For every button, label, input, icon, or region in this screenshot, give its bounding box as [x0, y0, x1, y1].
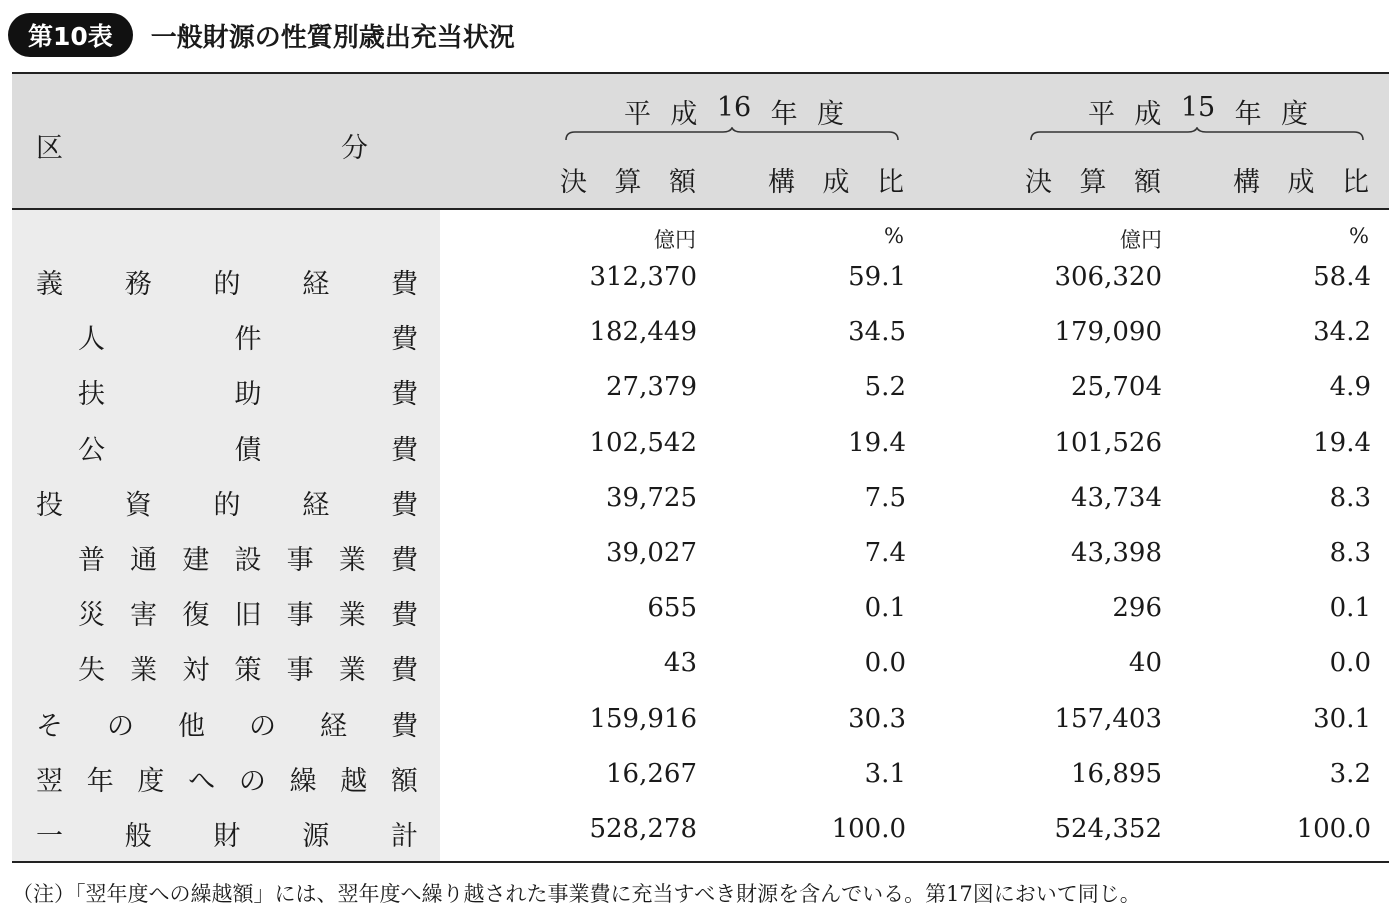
row-label: 普 通 建 設 事 業 費: [78, 545, 418, 576]
h16-amount-cell: 102,542: [589, 427, 697, 458]
title-row: [8, 12, 515, 58]
row-label: 失 業 対 策 事 業 費: [78, 655, 418, 687]
header-group-h15: 平 成 15 年 度: [1088, 92, 1308, 130]
h15-amount-cell: 524,352: [1054, 814, 1162, 844]
unit-amount-h15: 億円: [1120, 228, 1162, 252]
h15-amount-cell: 43,734: [1071, 482, 1162, 513]
h15-ratio-cell: 30.1: [1313, 703, 1371, 734]
h15-amount-cell: 25,704: [1071, 372, 1162, 403]
h16-ratio-cell: 3.1: [864, 758, 906, 789]
header-ratio-h15: 構 成 比: [1233, 167, 1369, 198]
h16-amount-cell: 312,370: [589, 262, 697, 292]
h16-amount-cell: 182,449: [589, 317, 697, 348]
h15-amount-cell: 306,320: [1054, 262, 1162, 292]
h16-amount-cell: 655: [647, 593, 697, 624]
unit-ratio-h15: %: [1349, 224, 1369, 248]
h16-amount-cell: 27,379: [606, 372, 697, 403]
h16-amount-cell: 39,725: [606, 482, 697, 513]
h16-amount-cell: 528,278: [589, 814, 697, 844]
data-table: [12, 72, 1389, 864]
h16-amount-cell: 159,916: [589, 703, 697, 734]
h15-ratio-cell: 3.2: [1329, 758, 1371, 789]
h15-amount-cell: 296: [1112, 593, 1162, 624]
h15-ratio-cell: 19.4: [1313, 427, 1371, 458]
h16-amount-cell: 16,267: [606, 758, 697, 789]
h15-amount-cell: 179,090: [1054, 317, 1162, 348]
row-label: 公 債 費: [78, 434, 418, 466]
h15-ratio-cell: 8.3: [1329, 482, 1371, 513]
h16-ratio-cell: 7.4: [864, 538, 906, 568]
row-label: 翌 年 度 へ の 繰 越 額: [36, 765, 418, 797]
h15-ratio-cell: 4.9: [1329, 372, 1371, 403]
row-label: そ の 他 の 経 費: [36, 710, 418, 742]
h15-amount-cell: 43,398: [1071, 538, 1162, 568]
brace-h15: [1030, 127, 1364, 141]
h15-ratio-cell: 58.4: [1313, 262, 1371, 292]
h16-amount-cell: 39,027: [606, 538, 697, 568]
h16-ratio-cell: 100.0: [831, 814, 906, 844]
h15-ratio-cell: 8.3: [1329, 538, 1371, 568]
h15-ratio-cell: 100.0: [1296, 814, 1371, 844]
row-label: 人 件 費: [78, 324, 418, 356]
h16-ratio-cell: 0.1: [864, 593, 906, 624]
h15-amount-cell: 101,526: [1054, 427, 1162, 458]
row-label: 義 務 的 経 費: [36, 269, 418, 300]
h15-ratio-cell: 34.2: [1313, 317, 1371, 348]
h16-ratio-cell: 5.2: [864, 372, 906, 403]
h16-amount-cell: 43: [663, 648, 697, 679]
row-label: 一 般 財 源 計: [36, 821, 418, 852]
row-label: 扶 助 費: [78, 379, 418, 411]
h15-amount-cell: 157,403: [1054, 703, 1162, 734]
table-bottom-rule: [12, 861, 1389, 863]
header-ratio-h16: 構 成 比: [768, 167, 904, 198]
h16-ratio-cell: 19.4: [848, 427, 906, 458]
footnote: （注）「翌年度への繰越額」には、翌年度へ繰り越された事業費に充当すべき財源を含んでいる。第17図において同じ。: [12, 882, 1141, 906]
h16-ratio-cell: 59.1: [848, 262, 906, 292]
h15-amount-cell: 40: [1128, 648, 1162, 679]
h16-ratio-cell: 30.3: [848, 703, 906, 734]
h15-ratio-cell: 0.1: [1329, 593, 1371, 624]
unit-ratio-h16: %: [884, 224, 904, 248]
header-amount-h16: 決 算 額: [560, 167, 696, 198]
row-label: 災 害 復 旧 事 業 費: [78, 600, 418, 632]
header-amount-h15: 決 算 額: [1025, 167, 1161, 198]
header-category: 区 分: [36, 133, 368, 164]
table-title: 一般財源の性質別歳出充当状況: [150, 22, 515, 53]
row-label: 投 資 的 経 費: [36, 489, 418, 521]
h15-amount-cell: 16,895: [1071, 758, 1162, 789]
h15-ratio-cell: 0.0: [1329, 648, 1371, 679]
h16-ratio-cell: 7.5: [864, 482, 906, 513]
h16-ratio-cell: 34.5: [848, 317, 906, 348]
header-group-h16: 平 成 16 年 度: [624, 92, 844, 130]
brace-h16: [565, 127, 899, 141]
unit-amount-h16: 億円: [654, 228, 696, 252]
table-number-badge: 第10表: [8, 13, 133, 57]
h16-ratio-cell: 0.0: [864, 648, 906, 679]
